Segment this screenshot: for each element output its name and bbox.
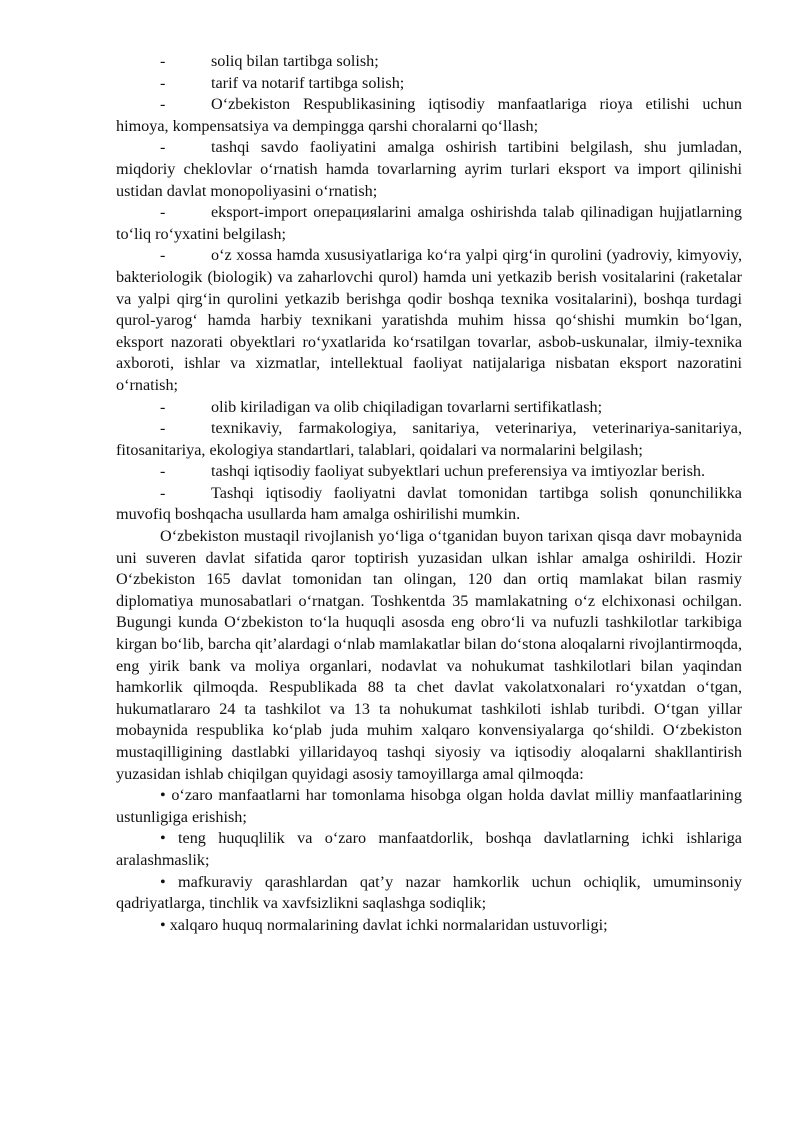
- list-item: [116, 397, 742, 419]
- dash-marker: -: [160, 95, 166, 114]
- list-item: [116, 73, 742, 95]
- dash-marker: -: [160, 246, 166, 265]
- list-item: [116, 418, 742, 461]
- bullet-item: • teng huquqlilik va o‘zaro manfaatdorlik, boshqa davlatlarning ichki ishlariga aralashmaslik;: [116, 829, 742, 869]
- list-item-text: tarif va notarif tartibga solish;: [211, 73, 405, 92]
- list-item-text: tashqi iqtisodiy faoliyat subyektlari uchun preferensiya va imtiyozlar berish.: [211, 462, 706, 481]
- list-item: [116, 483, 742, 526]
- list-item: [116, 94, 742, 137]
- list-item: [116, 51, 742, 73]
- list-item-text: Tashqi iqtisodiy faoliyatni davlat tomonidan tartibga solish qonunchilikka muvofiq boshqacha usullarda ham amalga oshirilishi mumkin.: [116, 483, 742, 524]
- dash-marker: -: [160, 419, 166, 438]
- list-item-text: olib kiriladigan va olib chiqiladigan tovarlarni sertifikatlash;: [211, 397, 603, 416]
- list-item-text: eksport-import операцияlarini amalga oshirishda talab qilinadigan hujjatlarning to‘liq ro‘yxatini belgilash;: [116, 203, 742, 243]
- bullet-item: • o‘zaro manfaatlarni har tomonlama hisobga olgan holda davlat milliy manfaatlarining ustunligiga erishish;: [116, 786, 742, 826]
- list-item-text: O‘zbekiston Respublikasining iqtisodiy manfaatlariga rioya etilishi uchun himoya, kompensatsiya va dempingga qarshi choralarni qo‘llash;: [116, 95, 742, 135]
- list-item: [116, 202, 742, 245]
- list-item: [116, 461, 742, 483]
- list-item: [116, 245, 742, 396]
- body-paragraph: O‘zbekiston mustaqil rivojlanish yo‘liga o‘tganidan buyon tarixan qisqa davr mobaynida uni suveren davlat sifatida qaror toptirish yuzasidan ulkan ishlar amalga oshirildi. Hozir O‘zbekiston 165 davlat tomonidan tan olingan, 120 dan ortiq mamlakat bilan rasmiy diplomatiya munosabatlari o‘rnatgan. Toshkentda 35 mamlakatning o‘z elchixonasi ochilgan. Bugungi kunda O‘zbekiston to‘la huquqli asosda eng obro‘li va nufuzli tashkilotlar tarkibiga kirgan bo‘lib, barcha qit’alardagi o‘nlab mamlakatlar bilan do‘stona aloqalarni rivojlantirmoqda, eng yirik bank va moliya organlari, nodavlat va nohukumat tashkilotlari bilan yaqindan hamkorlik qilmoqda. Respublikada 88 ta chet davlat vakolatxonalari ro‘yxatdan o‘tgan, hukumatlararo 24 ta tashkilot va 13 ta nohukumat tashkiloti ishlab turibdi. O‘tgan yillar mobaynida respublika ko‘plab juda muhim xalqaro konvensiyalarga qo‘shildi. O‘zbekiston mustaqilligining dastlabki yillaridayoq tashqi siyosiy va iqtisodiy aloqalarni shakllantirish yuzasidan ishlab chiqilgan quyidagi asosiy tamoyillarga amal qilmoqda:: [116, 527, 742, 783]
- list-item-text: texnikaviy, farmakologiya, sanitariya, veterinariya, veterinariya-sanitariya, fitosanitariya, ekologiya standartlari, talablari, qoidalari va normalarini belgilash;: [116, 419, 742, 459]
- dash-marker: -: [160, 483, 166, 502]
- dash-marker: -: [160, 203, 166, 222]
- dash-marker: -: [160, 73, 166, 92]
- list-item-text: soliq bilan tartibga solish;: [211, 52, 379, 70]
- dash-marker: -: [160, 138, 166, 157]
- dash-marker: -: [160, 397, 166, 416]
- bullet-item: • xalqaro huquq normalarining davlat ichki normalaridan ustuvorligi;: [160, 915, 608, 934]
- list-item: [116, 137, 742, 202]
- bullet-item: • mafkuraviy qarashlardan qat’y nazar hamkorlik uchun ochiqlik, umuminsoniy qadriyatlarga, tinchlik va xavfsizlikni saqlashga sodiqlik;: [116, 872, 742, 913]
- list-item-text: tashqi savdo faoliyatini amalga oshirish tartibini belgilash, shu jumladan, miqdoriy cheklovlar o‘rnatish hamda tovarlarning ayrim turlari eksport va import qilinishi ustidan davlat monopoliyasini o‘rnatish;: [116, 138, 742, 200]
- dash-marker: -: [160, 462, 166, 481]
- list-item-text: o‘z xossa hamda xususiyatlariga ko‘ra yalpi qirg‘in qurolini (yadroviy, kimyoviy, bakteriologik (biologik) va zaharlovchi qurol) hamda uni yetkazib berish vositalarini (raketalar va yalpi qirg‘in qurolini yetkazib berishga qodir boshqa texnika vositalarini), boshqa turdagi qurol-yarog‘ hamda harbiy texnikani yaratishda muhim hissa qo‘shishi mumkin bo‘lgan, eksport nazorati obyektlari ro‘yxatlarida ko‘rsatilgan tovarlar, asbob-uskunalar, ilmiy-texnika axboroti, ishlar va xizmatlar, intellektual faoliyat natijalariga nisbatan eksport nazoratini o‘rnatish;: [116, 246, 742, 394]
- document-page: [116, 51, 742, 936]
- dash-marker: -: [160, 52, 166, 70]
